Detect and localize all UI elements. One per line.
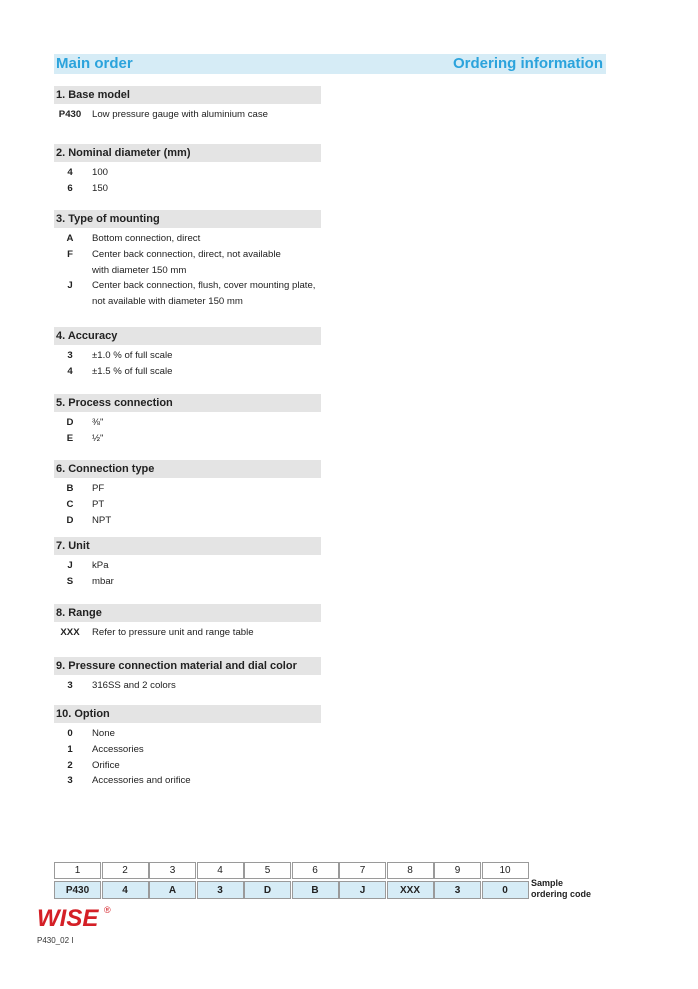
option-code: A: [66, 233, 74, 244]
section-heading: 2. Nominal diameter (mm): [54, 144, 321, 162]
code-position-value: J: [339, 881, 386, 899]
code-position-number: 3: [149, 862, 196, 879]
option-row: [54, 348, 454, 364]
option-description: 316SS and 2 colors: [92, 680, 176, 691]
code-position-value: B: [292, 881, 339, 899]
order-section: [54, 327, 454, 380]
option-description: not available with diameter 150 mm: [92, 296, 243, 308]
section-heading: 3. Type of mounting: [54, 210, 321, 228]
code-position-value: D: [244, 881, 291, 899]
section-heading: 6. Connection type: [54, 460, 321, 478]
option-code: 4: [67, 167, 73, 178]
option-description: Center back connection, flush, cover mounting plate,: [92, 280, 316, 292]
code-position-value: P430: [54, 881, 101, 899]
order-section: [54, 604, 454, 641]
option-row: [54, 294, 454, 310]
option-code: XXX: [60, 627, 80, 638]
option-row: [54, 278, 454, 294]
option-row: [54, 558, 454, 574]
option-code: 2: [67, 759, 73, 771]
ordering-information-title: Ordering information: [453, 55, 603, 72]
option-description: 100: [92, 167, 109, 178]
option-description: ½": [92, 432, 104, 444]
registered-mark: ®: [104, 905, 111, 915]
code-position-number: 9: [434, 862, 481, 879]
section-heading: 8. Range: [54, 604, 321, 622]
option-description: Center back connection, direct, not available: [92, 248, 281, 260]
order-section: [54, 86, 454, 123]
option-code: 3: [67, 350, 73, 361]
wise-logo: WISE: [37, 905, 99, 932]
option-description: mbar: [92, 575, 114, 587]
option-row: [54, 742, 454, 758]
option-description: None: [92, 728, 115, 739]
code-position-value: XXX: [387, 881, 434, 899]
main-order-header-bar: [54, 54, 606, 74]
option-code: C: [66, 498, 74, 510]
option-description: Accessories: [92, 743, 144, 755]
order-section: [54, 460, 454, 528]
option-description: ±1.0 % of full scale: [92, 350, 173, 361]
code-position-value: A: [149, 881, 196, 899]
option-row: [54, 107, 454, 123]
code-position-value: 3: [197, 881, 244, 899]
option-row: [54, 773, 454, 789]
order-section: [54, 394, 454, 447]
code-position-box: [102, 862, 149, 899]
order-section: [54, 705, 454, 789]
option-code: P430: [58, 109, 82, 120]
option-description: Refer to pressure unit and range table: [92, 627, 254, 638]
section-heading: 4. Accuracy: [54, 327, 321, 345]
section-heading: 5. Process connection: [54, 394, 321, 412]
option-row: [54, 481, 454, 497]
option-code: J: [67, 560, 73, 571]
code-position-box: [197, 862, 244, 899]
option-code: J: [67, 280, 73, 292]
option-description: PT: [92, 498, 105, 510]
option-row: [54, 431, 454, 447]
page-reference: P430_02 I: [37, 936, 74, 945]
option-code: D: [66, 514, 74, 526]
option-code: F: [67, 248, 73, 260]
option-row: [54, 574, 454, 590]
option-row: [54, 165, 454, 181]
option-row: [54, 497, 454, 513]
option-description: ±1.5 % of full scale: [92, 365, 173, 377]
option-row: [54, 513, 454, 529]
option-code: 3: [67, 775, 73, 787]
code-position-value: 0: [482, 881, 529, 899]
option-description: Low pressure gauge with aluminium case: [92, 109, 268, 120]
option-row: [54, 263, 454, 279]
code-position-value: 4: [102, 881, 149, 899]
order-section: [54, 657, 454, 694]
code-position-box: [244, 862, 291, 899]
code-position-box: [434, 862, 481, 899]
code-position-value: 3: [434, 881, 481, 899]
code-position-box: [387, 862, 434, 899]
section-heading: 1. Base model: [54, 86, 321, 104]
option-code: 4: [67, 365, 73, 377]
option-code: E: [66, 432, 74, 444]
option-description: Orifice: [92, 759, 120, 771]
option-description: kPa: [92, 560, 109, 571]
section-heading: 9. Pressure connection material and dial color: [54, 657, 321, 675]
option-row: [54, 678, 454, 694]
code-position-box: [54, 862, 101, 899]
code-position-number: 8: [387, 862, 434, 879]
section-heading: 10. Option: [54, 705, 321, 723]
main-order-title: Main order: [56, 55, 133, 72]
sample-ordering-code-label: Sample ordering code: [531, 878, 592, 899]
option-description: Bottom connection, direct: [92, 233, 201, 244]
code-position-number: 6: [292, 862, 339, 879]
option-description: PF: [92, 483, 105, 494]
code-position-number: 10: [482, 862, 529, 879]
option-description: with diameter 150 mm: [92, 264, 187, 276]
option-row: [54, 625, 454, 641]
option-code: B: [66, 483, 74, 494]
option-row: [54, 231, 454, 247]
option-code: 1: [67, 743, 73, 755]
code-position-box: [339, 862, 386, 899]
section-heading: 7. Unit: [54, 537, 321, 555]
option-code: 6: [67, 182, 73, 194]
option-description: 150: [92, 182, 109, 194]
option-row: [54, 415, 454, 431]
order-section: [54, 210, 454, 310]
option-row: [54, 758, 454, 774]
option-description: NPT: [92, 514, 112, 526]
option-code: 0: [67, 728, 73, 739]
order-section: [54, 537, 454, 590]
option-row: [54, 726, 454, 742]
option-description: ⅜": [92, 417, 104, 428]
code-position-number: 1: [54, 862, 101, 879]
code-position-number: 7: [339, 862, 386, 879]
order-section: [54, 144, 454, 197]
option-code: 3: [67, 680, 73, 691]
option-code: S: [66, 575, 74, 587]
option-row: [54, 247, 454, 263]
code-position-number: 2: [102, 862, 149, 879]
option-code: D: [66, 417, 74, 428]
code-position-box: [292, 862, 339, 899]
option-row: [54, 364, 454, 380]
code-position-number: 5: [244, 862, 291, 879]
option-row: [54, 181, 454, 197]
code-position-box: [149, 862, 196, 899]
code-position-box: [482, 862, 529, 899]
code-position-number: 4: [197, 862, 244, 879]
option-description: Accessories and orifice: [92, 775, 191, 787]
